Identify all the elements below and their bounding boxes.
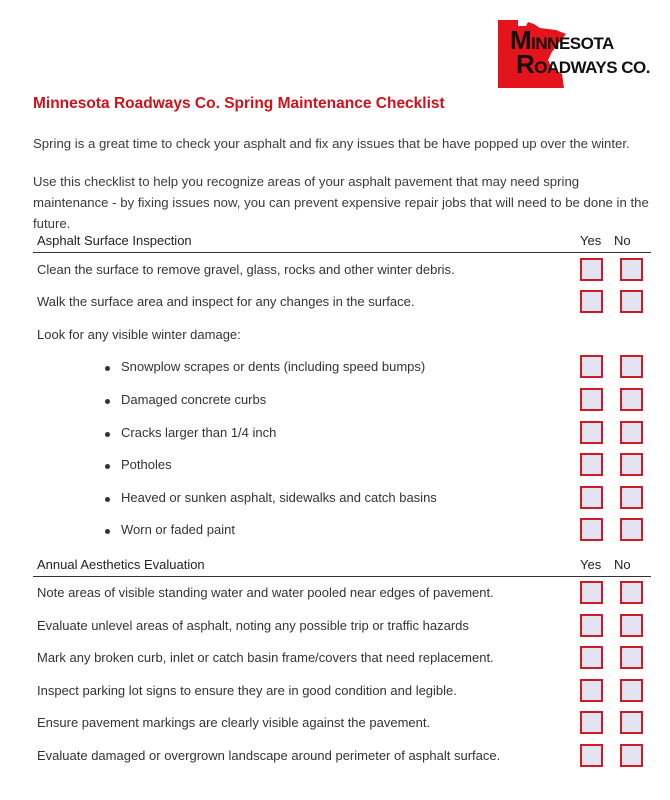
section-header-aesthetics-evaluation <box>33 556 651 577</box>
yes-column-header: Yes <box>580 233 602 248</box>
no-checkbox[interactable] <box>620 744 643 767</box>
checklist-subheading-row <box>33 323 651 349</box>
checklist-item-text: Mark any broken curb, inlet or catch basin frame/covers that need replacement. <box>37 650 494 665</box>
checklist-row <box>33 711 651 737</box>
checklist-item-text: Damaged concrete curbs <box>121 392 267 407</box>
checklist-item-text: Worn or faded paint <box>121 522 235 537</box>
checklist-item-text: Evaluate damaged or overgrown landscape around perimeter of asphalt surface. <box>37 748 501 763</box>
yes-checkbox[interactable] <box>580 290 603 313</box>
checklist-subheading-text: Look for any visible winter damage: <box>37 327 241 342</box>
checklist-row <box>33 744 651 770</box>
no-checkbox[interactable] <box>620 581 643 604</box>
checklist-item-text: Ensure pavement markings are clearly visible against the pavement. <box>37 715 431 730</box>
checklist-row <box>33 518 651 544</box>
section-heading: Asphalt Surface Inspection <box>37 233 192 248</box>
no-checkbox[interactable] <box>620 290 643 313</box>
checklist-row <box>33 614 651 640</box>
section-header-surface-inspection <box>33 232 651 253</box>
no-checkbox[interactable] <box>620 258 643 281</box>
no-column-header: No <box>614 233 631 248</box>
checklist-item-text: Heaved or sunken asphalt, sidewalks and catch basins <box>121 490 437 505</box>
page-title: Minnesota Roadways Co. Spring Maintenance Checklist <box>33 95 445 112</box>
intro-paragraph-2: Use this checklist to help you recognize areas of your asphalt pavement that may need spring maintenance - by fixing issues now, you can prevent expensive repair jobs that will need to be done in the future. <box>33 174 649 231</box>
checklist-item-text: Potholes <box>121 457 172 472</box>
no-checkbox[interactable] <box>620 486 643 509</box>
yes-checkbox[interactable] <box>580 258 603 281</box>
bullet-icon <box>105 432 110 437</box>
no-checkbox[interactable] <box>620 388 643 411</box>
checklist-row <box>33 486 651 512</box>
yes-checkbox[interactable] <box>580 518 603 541</box>
bullet-icon <box>105 399 110 404</box>
no-checkbox[interactable] <box>620 453 643 476</box>
yes-checkbox[interactable] <box>580 614 603 637</box>
checklist-item-text: Cracks larger than 1/4 inch <box>121 425 277 440</box>
checklist-row <box>33 646 651 672</box>
checklist-item-text: Clean the surface to remove gravel, glass, rocks and other winter debris. <box>37 262 455 277</box>
logo-initial-r: R <box>516 49 535 79</box>
checklist-item-text: Snowplow scrapes or dents (including speed bumps) <box>121 359 426 374</box>
intro-paragraph-1: Spring is a great time to check your asphalt and fix any issues that be have popped up over the winter. <box>33 136 630 151</box>
checklist-item-text: Evaluate unlevel areas of asphalt, noting any possible trip or traffic hazards <box>37 618 469 633</box>
yes-checkbox[interactable] <box>580 581 603 604</box>
checklist-item-text: Walk the surface area and inspect for any changes in the surface. <box>37 294 415 309</box>
no-checkbox[interactable] <box>620 646 643 669</box>
yes-checkbox[interactable] <box>580 486 603 509</box>
checklist-row <box>33 388 651 414</box>
yes-checkbox[interactable] <box>580 679 603 702</box>
no-column-header: No <box>614 557 631 572</box>
no-checkbox[interactable] <box>620 518 643 541</box>
no-checkbox[interactable] <box>620 711 643 734</box>
bullet-icon <box>105 497 110 502</box>
yes-checkbox[interactable] <box>580 421 603 444</box>
no-checkbox[interactable] <box>620 355 643 378</box>
checklist-item-text: Note areas of visible standing water and water pooled near edges of pavement. <box>37 585 494 600</box>
checklist-row <box>33 679 651 705</box>
yes-checkbox[interactable] <box>580 646 603 669</box>
checklist-item-text: Inspect parking lot signs to ensure they are in good condition and legible. <box>37 683 457 698</box>
bullet-icon <box>105 464 110 469</box>
checklist-row <box>33 258 651 284</box>
company-logo <box>496 18 656 90</box>
checklist-row <box>33 453 651 479</box>
yes-checkbox[interactable] <box>580 744 603 767</box>
yes-checkbox[interactable] <box>580 388 603 411</box>
logo-text-line2: OADWAYS CO. <box>534 58 651 77</box>
logo-text-line1: INNESOTA <box>531 34 614 53</box>
checklist-row <box>33 581 651 607</box>
yes-checkbox[interactable] <box>580 453 603 476</box>
logo-initial-m: M <box>510 25 532 55</box>
yes-checkbox[interactable] <box>580 355 603 378</box>
section-heading: Annual Aesthetics Evaluation <box>37 557 205 572</box>
no-checkbox[interactable] <box>620 614 643 637</box>
no-checkbox[interactable] <box>620 421 643 444</box>
checklist-row <box>33 421 651 447</box>
yes-column-header: Yes <box>580 557 602 572</box>
bullet-icon <box>105 366 110 371</box>
checklist-row <box>33 355 651 381</box>
no-checkbox[interactable] <box>620 679 643 702</box>
checklist-row <box>33 290 651 316</box>
bullet-icon <box>105 529 110 534</box>
yes-checkbox[interactable] <box>580 711 603 734</box>
